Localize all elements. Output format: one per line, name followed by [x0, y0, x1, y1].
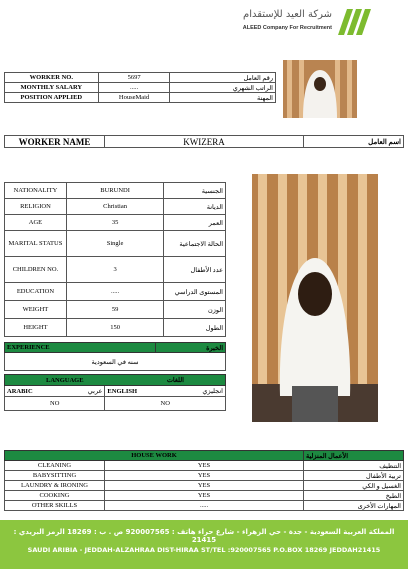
detail-arabic: الجنسية	[164, 183, 226, 199]
worker-name-table	[4, 135, 404, 148]
salary-label: MONTHLY SALARY	[5, 83, 99, 93]
detail-value: 35	[66, 215, 163, 231]
arabic-value: NO	[5, 397, 105, 411]
house-work-item-arabic: المهارات الأخرى	[304, 501, 404, 511]
table-row	[5, 283, 226, 301]
detail-arabic: الوزن	[164, 301, 226, 319]
arabic-label: ARABIC	[5, 386, 66, 397]
table-row	[5, 199, 226, 215]
house-work-item-label: CLEANING	[5, 461, 105, 471]
table-row	[5, 481, 404, 491]
house-work-item-arabic: التنظيف	[304, 461, 404, 471]
worker-no-arabic: رقم العامل	[170, 73, 276, 83]
detail-arabic: الحالة الاجتماعية	[164, 231, 226, 257]
arabic-label-ar: عربي	[66, 386, 105, 397]
house-work-item-value: YES	[105, 461, 304, 471]
english-label-ar: انجليزي	[174, 386, 225, 397]
detail-arabic: الطول	[164, 319, 226, 337]
position-arabic: المهنة	[170, 93, 276, 103]
table-row	[5, 461, 404, 471]
table-row	[5, 136, 404, 148]
detail-value: Single	[66, 231, 163, 257]
detail-arabic: عدد الأطفال	[164, 257, 226, 283]
house-work-item-value: YES	[105, 481, 304, 491]
table-row	[5, 257, 226, 283]
house-work-header	[5, 451, 404, 461]
house-work-item-value: YES	[105, 491, 304, 501]
worker-photo-large	[252, 174, 378, 422]
detail-value: 3	[66, 257, 163, 283]
position-value: HouseMaid	[98, 93, 170, 103]
language-label: LANGUAGE	[46, 377, 84, 384]
table-row	[5, 301, 226, 319]
table-row	[5, 491, 404, 501]
footer-address-arabic: المملكة العربية السعودية - جدة - حي الزهراء - شارع حراء هاتف : 920007565 ص . ب : 18269 الرمز البريدي : 21415	[13, 528, 395, 544]
table-row	[5, 83, 276, 93]
table-row	[5, 93, 276, 103]
house-work-item-label: OTHER SKILLS	[5, 501, 105, 511]
experience-table	[4, 342, 226, 371]
language-header	[5, 375, 226, 386]
house-work-item-arabic: الغسيل و الكي	[304, 481, 404, 491]
house-work-item-arabic: الطبخ	[304, 491, 404, 501]
salary-value: .....	[98, 83, 170, 93]
company-logo-icon	[338, 9, 372, 35]
detail-label: RELIGION	[5, 199, 67, 215]
company-name-arabic: شركة العيد للإستقدام	[243, 9, 332, 20]
experience-label: EXPERIENCE	[5, 343, 156, 353]
table-row	[5, 319, 226, 337]
detail-label: EDUCATION	[5, 283, 67, 301]
worker-name-label: WORKER NAME	[5, 136, 105, 148]
detail-value: BURUNDI	[66, 183, 163, 199]
language-table	[4, 374, 226, 411]
detail-label: WEIGHT	[5, 301, 67, 319]
house-work-item-label: COOKING	[5, 491, 105, 501]
detail-arabic: الديانة	[164, 199, 226, 215]
detail-label: MARITAL STATUS	[5, 231, 67, 257]
table-row	[5, 73, 276, 83]
detail-arabic: المستوى الدراسي	[164, 283, 226, 301]
table-row	[5, 397, 226, 411]
experience-arabic: الخبرة	[156, 343, 226, 353]
worker-no-value: 5697	[98, 73, 170, 83]
worker-info-table	[4, 72, 276, 103]
table-row	[5, 386, 226, 397]
table-row	[5, 353, 226, 371]
house-work-label: HOUSE WORK	[5, 451, 304, 461]
position-label: POSITION APPLIED	[5, 93, 99, 103]
company-name-english: ALEED Company For Recruitment	[242, 25, 332, 31]
worker-name-value: KWIZERA	[105, 136, 304, 148]
house-work-item-label: BABYSITTING	[5, 471, 105, 481]
table-row	[5, 215, 226, 231]
worker-name-arabic: اسم العامل	[304, 136, 404, 148]
salary-arabic: الراتب الشهري	[170, 83, 276, 93]
detail-value: 150	[66, 319, 163, 337]
detail-label: NATIONALITY	[5, 183, 67, 199]
language-arabic: اللغات	[166, 377, 184, 384]
house-work-arabic: الأعمال المنزلية	[304, 451, 404, 461]
detail-label: CHILDREN NO.	[5, 257, 67, 283]
detail-value: 59	[66, 301, 163, 319]
house-work-item-arabic: تربية الأطفال	[304, 471, 404, 481]
detail-label: HEIGHT	[5, 319, 67, 337]
house-work-item-label: LAUNDRY & IRONING	[5, 481, 105, 491]
footer-address-english: SAUDI ARIBIA - JEDDAH-ALZAHRAA DIST-HIRAA ST/TEL :920007565 P.O.BOX 18269 JEDDAH21415	[27, 546, 381, 554]
worker-details-table	[4, 182, 226, 337]
house-work-item-value: YES	[105, 471, 304, 481]
detail-label: AGE	[5, 215, 67, 231]
english-label: ENGLISH	[105, 386, 174, 397]
worker-no-label: WORKER NO.	[5, 73, 99, 83]
table-row	[5, 183, 226, 199]
experience-header	[5, 343, 226, 353]
worker-photo-small	[283, 60, 357, 118]
house-work-item-value: .....	[105, 501, 304, 511]
detail-value: .....	[66, 283, 163, 301]
table-row	[5, 471, 404, 481]
table-row	[5, 501, 404, 511]
house-work-table	[4, 450, 404, 511]
experience-value: سنه في السعودية	[5, 353, 226, 371]
detail-arabic: العمر	[164, 215, 226, 231]
english-value: NO	[105, 397, 226, 411]
detail-value: Christian	[66, 199, 163, 215]
table-row	[5, 231, 226, 257]
